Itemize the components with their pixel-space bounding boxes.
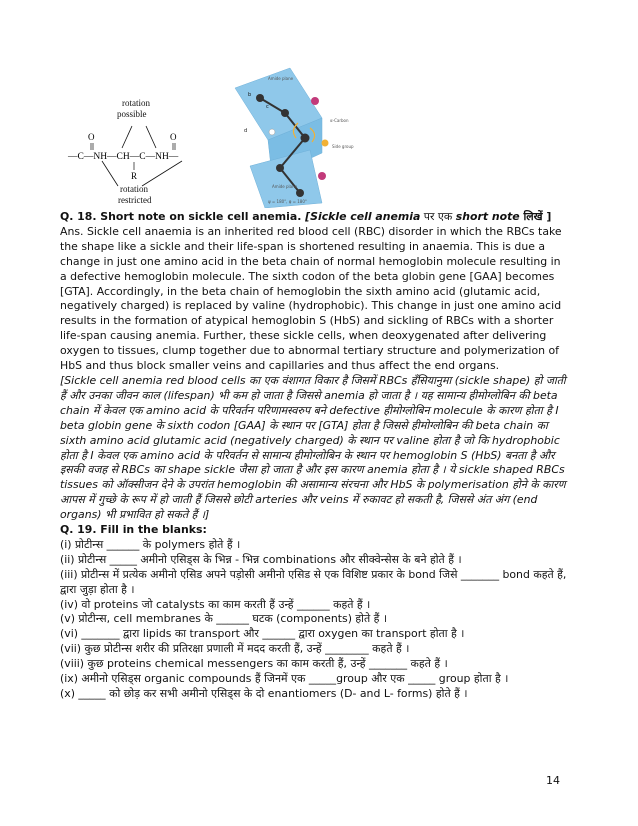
label-d: d — [244, 128, 248, 134]
q19-heading: Q. 19. Fill in the blanks: — [60, 523, 207, 537]
amide-plane-diagram — [235, 68, 354, 208]
psi-phi-label: ψ = 180°, φ = 180° — [268, 199, 307, 204]
list-item: (iii) प्रोटीन्स में प्रत्येक अमीनो एसिड अपने पड़ोसी अमीनो एसिड से एक विशिष्ट प्रकार के bond जिसे _______ bond कहते हैं, द्वारा जुड़ा होता है । — [60, 567, 567, 596]
list-item: (viii) कुछ proteins chemical messengers का काम करती हैं, उन्हें _______ कहते हैं । — [60, 657, 448, 671]
fill-in-blanks-list — [60, 538, 570, 702]
svg-text:R: R — [131, 171, 138, 181]
side-group-label: Side group — [332, 144, 354, 149]
amide-plane-top-label: Amide plane — [268, 76, 294, 81]
list-item: (ii) प्रोटीन्स _____ अमीनो एसिड्स के भिन्न - भिन्न combinations और सीक्वेन्सेस के बने होते हैं । — [60, 552, 462, 566]
list-item: (vii) कुछ प्रोटीन्स शरीर की प्रतिरक्षा प्रणाली में मदद करती हैं, उन्हें ________ कहते हैं । — [60, 642, 410, 656]
label-c: c — [266, 104, 269, 110]
q18-hindi-answer: [Sickle cell anemia red blood cells का एक वंशागत विकार है जिसमें RBCs हँसियानुमा (sickle shape) हो जाती हैं और उनका जीवन काल (lifespan) भी कम हो जाता है जिससे anemia हो जाता है । यह सामान्य हीमोग्लोबिन की beta chain में केवल एक amino acid के परिवर्तन परिणामस्वरुप बने defective हीमोग्लोबिन molecule के कारण होता है I beta globin gene के sixth codon [GAA] के स्थान पर [GTA] होता है जिससे हीमोग्लोबिन की beta chain का sixth amino acid glutamic acid (negatively charged) के स्थान पर valine होता है जो कि hydrophobic होता है I केवल एक amino acid के परिवर्तन से सामान्य हीमोग्लोबिन के स्थान पर hemoglobin S (HbS) बनता है और इसकी वजह से RBCs का shape sickle जैसा हो जाता है और इस कारण anemia होता है । ये sickle shaped RBCs tissues को ऑक्सीजन देने के उपरांत hemoglobin की असामान्य संरचना और HbS के polymerisation होने के कारण आपस में गुच्छे के रूप में हो जाती हैं जिससे छोटी arteries और veins में रुकावट हो सकती है, जिससे अंत अंग (end organs) भी प्रभावित हो सकते हैं ।] — [60, 373, 566, 522]
figure-area — [60, 58, 520, 208]
svg-text:O: O — [88, 132, 95, 142]
q18-heading-short-note: short note — [455, 210, 520, 223]
peptide-rotation-diagram — [67, 98, 182, 205]
q18-heading-hindi: पर एक — [420, 210, 456, 223]
list-item: (ix) अमीनो एसिड्स organic compounds हैं जिनमें एक _____group और एक _____ group होता है । — [60, 672, 509, 686]
svg-text:—C—NH—CH—C—NH—: —C—NH—CH—C—NH— — [68, 152, 179, 162]
page-number: 14 — [546, 774, 560, 787]
rotation-possible-label: rotation possible — [117, 98, 150, 119]
list-item: (vi) _______ द्वारा lipids का transport और ______ द्वारा oxygen का transport होता है । — [60, 627, 465, 641]
q18-heading-end: लिखें ] — [519, 210, 552, 223]
list-item: (x) _____ को छोड़ कर सभी अमीनो एसिड्स के दो enantiomers (D- and L- forms) होते हैं । — [60, 687, 468, 700]
list-item: (i) प्रोटीन्स ______ के polymers होते हैं । — [60, 537, 241, 551]
list-item: (v) प्रोटीन्स, cell membranes के ______ घटक (components) होते हैं । — [60, 612, 388, 626]
q18-heading — [60, 210, 570, 225]
alpha-carbon-label: α-Carbon — [330, 118, 349, 123]
label-b: b — [248, 92, 252, 98]
list-item: (iv) वो proteins जो catalysts का काम करती हैं उन्हें ______ कहते हैं । — [60, 597, 371, 611]
peptide-bond-figures — [60, 58, 520, 208]
q18-heading-italic: [Sickle cell anemia — [305, 210, 421, 223]
q18-answer: Ans. Sickle cell anaemia is an inherited red blood cell (RBC) disorder in which the RBCs take the shape like a sickle and their life-span is shortened resulting in anaemia. This is due a change in just one amino acid in the beta chain of normal hemoglobin molecule resulting in a defective hemoglobin molecule. The sixth codon of the beta globin gene [GAA] becomes [GTA]. Accordingly, in the beta chain of hemoglobin the sixth amino acid (glutamic acid, negatively charged) is replaced by valine (hydrophobic). This change in just one amino acid results in the formation of atypical hemoglobin S (HbS) and sickling of RBCs with a shorter life-span causing anemia. Further, these sickle cells, when deoxygenated after delivering oxygen to tissues, clump together due to abnormal tertiary structure and polymerization of HbS and thus block smaller veins and capillaries and thus affect the end organs. — [60, 224, 562, 373]
q18-heading-text: Q. 18. Short note on sickle cell anemia. — [60, 210, 306, 223]
amide-plane-bottom-label: Amide plane — [272, 184, 298, 189]
rotation-restricted-label: rotation restricted — [118, 184, 152, 205]
document-body — [60, 210, 570, 702]
svg-text:O: O — [170, 132, 177, 142]
